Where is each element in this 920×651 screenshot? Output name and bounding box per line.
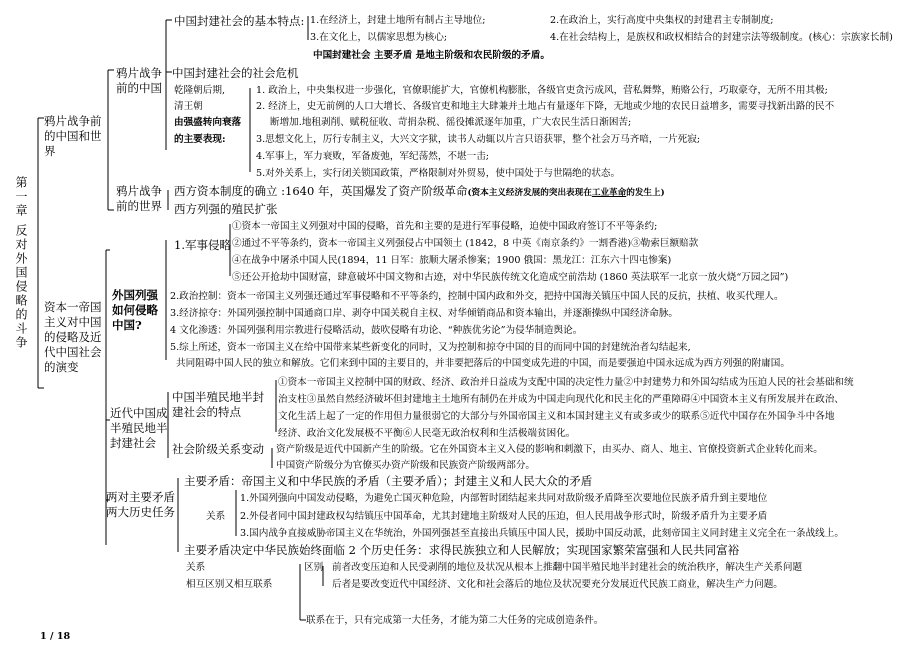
world-capitalism-note-c: 的发生上)	[626, 188, 665, 198]
military-item-3: ④在战争中屠杀中国人民(1894，11 日军：旅顺大屠杀惨案；1900 俄国：黑龙江：江东六十四屯惨案)	[232, 255, 672, 266]
crisis-left-4: 的主要表现:	[174, 134, 226, 145]
invasion-summary-2: 共同阻碍中国人民的独立和解放。它们来到中国的主要目的，并非要把落后的中国变成先进的中国，而是要强迫中国永远成为西方列强的附庸国。	[176, 358, 790, 369]
tasks-main-contradiction: 主要矛盾：帝国主义和中华民族的矛盾（主要矛盾）；封建主义和人民大众的矛盾	[184, 474, 593, 488]
features-line-4: 经济、政治文化发展极不平衡⑥人民毫无政治权利和生活极端贫困化。	[278, 428, 576, 439]
crisis-left-1: 乾隆朝后期,	[174, 85, 226, 96]
node-two-tasks: 两对主要矛盾两大历史任务	[106, 490, 175, 519]
tasks-historic-line: 主要矛盾决定中华民族始终面临 2 个历史任务：求得民族独立和人民解放；实现国家繁荣富强和人民共同富裕	[184, 543, 740, 557]
tasks-relation-label: 关系	[206, 511, 226, 522]
features-line-2: 治支柱③虽然自然经济破坏但封建地主土地所有制仍在并成为中国走向现代化和民主化的严重障碍④中国资本主义有所发展并在政治、	[278, 394, 845, 405]
features-line-3: 文化生活上起了一定的作用但力量很弱它的大部分与外国帝国主义和本国封建主义有或多或少的联系⑤近代中国存在外国争斗中各地	[278, 411, 835, 422]
tasks-bottom-relation: 关系	[186, 562, 206, 573]
world-capitalism-text: 西方资本制度的确立 :1640 年，英国爆发了资产阶级革命	[174, 184, 468, 198]
features-line-1: ①资本一帝国主义控制中国的财政、经济、政治并日益成为支配中国的决定性力量②中封建势力和外国勾结成为压迫人民的社会基础和统	[278, 377, 854, 388]
crisis-item-1: 1. 政治上，中央集权进一步强化，官僚职能扩大，官僚机构膨胀，各级官吏贪污成风，营私舞弊，贿赂公行，巧取豪夺，无所不用其极;	[256, 85, 828, 96]
feudal-title: 中国封建社会的基本特点:	[174, 14, 305, 28]
node-semi-colonial: 资本一帝国主义对中国的侵略及近代中国社会的演变	[44, 300, 102, 374]
feudal-item-1: 1.在经济上，封建土地所有制占主导地位;	[310, 15, 486, 26]
feudal-contradiction: 中国封建社会 主要矛盾 是地主阶级和农民阶级的矛盾。	[313, 50, 550, 61]
military-item-1: ①资本一帝国主义列强对中国的侵略，首先和主要的是进行军事侵略，迫使中国政府签订不平等条约;	[232, 221, 658, 232]
tasks-relation-3: 3.国内战争直接威胁帝国主义在华统治，外国列强甚至直接出兵镇压中国人民，援助中国反动派，此刻帝国主义同封建主义完全在一条战线上。	[240, 528, 844, 539]
world-capitalism-note-b: 工业革命	[591, 188, 627, 198]
feudal-item-4: 4.在社会结构上，是族权和政权相结合的封建宗法等级制度。(核心：宗族家长制)	[550, 32, 893, 43]
world-capitalism	[174, 184, 665, 201]
node-society-features: 近代中国成半殖民地半封建社会	[110, 406, 168, 450]
tasks-difference-label: 区别	[304, 562, 324, 573]
military-item-2: ②通过不平等条约，资本一帝国主义列强侵占中国领土 (1842，8 中英《南京条约》一割香港)③勒索巨额赔款	[232, 238, 699, 249]
invasion-political: 2.政治控制：资本一帝国主义列强还通过军事侵略和不平等条约，控制中国内政和外交，把持中国海关镇压中国人民的反抗，扶植、收买代理人。	[170, 291, 784, 302]
classes-line-2: 中国资产阶级分为官僚买办资产阶级和民族资产阶级两部分。	[276, 460, 536, 471]
feudal-item-2: 2.在政治上，实行高度中央集权的封建君主专制制度;	[550, 15, 774, 26]
classes-line-1: 资产阶级是近代中国新产生的阶级。它在外国资本主义入侵的影响和刺激下，由买办、商人、地主、官僚投资新式企业转化而来。	[276, 444, 823, 455]
node-class-changes: 社会阶级关系变动	[172, 442, 264, 456]
tasks-difference-2: 后者是要改变近代中国经济、文化和社会落后的地位及状况要充分发展近代民族工商业，解决生产力问题。	[332, 579, 783, 590]
node-world-before-war: 鸦片战争前的世界	[116, 184, 162, 213]
tasks-relation-1: 1.外国列强向中国发动侵略，为避免亡国灭种危险，内部暂时团结起来共同对敌阶级矛盾降至次要地位民族矛盾升到主要地位	[240, 493, 768, 504]
invasion-summary-1: 5.综上所述，资本一帝国主义在给中国带来某些新变化的同时，又为控制和掠夺中国的目的而同中国的封建统治者勾结起来,	[170, 342, 691, 353]
invasion-economic: 3.经济掠夺：外国列强控制中国通商口岸、剥夺中国关税自主权、对华倾销商品和资本输出，并逐渐操纵中国经济命脉。	[170, 308, 679, 319]
tasks-connection: 联系在于，只有完成第一大任务，才能为第二大任务的完成创造条件。	[306, 615, 604, 626]
crisis-item-4: 4.军事上，军力衰败，军备废弛，军纪荡然，不堪一击;	[256, 151, 490, 162]
invasion-military-label: 1.军事侵略	[174, 238, 231, 252]
tasks-relation-2: 2.外侵者同中国封建政权勾结镇压中国革命，尤其封建地主阶级对人民的压迫，但人民用战争形式时，阶级矛盾升为主要矛盾	[240, 511, 768, 522]
feudal-item-3: 3.在文化上，以儒家思想为核心;	[310, 32, 448, 43]
crisis-item-3: 3.思想文化上，厉行专制主义，大兴文字狱，读书人动辄以片言只语获罪，整个社会万马齐喑，一片死寂;	[256, 134, 701, 145]
military-item-4: ⑤还公开抢劫中国财富，肆意破坏中国文物和古迹，对中华民族传统文化造成空前浩劫 (1860 英法联军一北京一放火烧“万园之园”)	[232, 272, 789, 283]
crisis-left-3: 由强盛转向衰落	[174, 117, 242, 128]
crisis-item-2: 2. 经济上，史无前例的人口大增长、各级官吏和地主大肆兼并土地占有量逐年下降，无地或少地的农民日益增多，需要寻找新出路的民不	[256, 101, 835, 112]
world-capitalism-note-a: (资本主义经济发展的突出表现在	[467, 188, 592, 198]
crisis-item-5: 5.对外关系上，实行闭关锁国政策，严格限制对外贸易，使中国处于与世隔绝的状态。	[256, 168, 621, 179]
crisis-title: 中国封建社会的社会危机	[172, 66, 299, 80]
node-china-before-war: 鸦片战争前的中国	[116, 66, 162, 95]
node-semi-feudal-features: 中国半殖民地半封建社会的特点	[172, 390, 264, 419]
tasks-difference-1: 前者改变压迫和人民受剥削的地位及状况从根本上推翻中国半殖民地半封建社会的统治秩序，解决生产关系问题	[332, 562, 803, 573]
world-colonial: 西方列强的殖民扩张	[174, 202, 278, 216]
crisis-item-2b: 断增加.地租剥削、赋税征收、苛捐杂税、徭役摊派逐年加重，广大农民生活日渐困苦;	[270, 117, 632, 128]
crisis-left-2: 清王朝	[174, 101, 203, 112]
page-number: 1 / 18	[40, 631, 71, 642]
chapter-title: 第一章 反对外国侵略的斗争	[14, 176, 28, 350]
tasks-mutual: 相互区别又相互联系	[186, 579, 273, 590]
node-invasion-how: 外国列强如何侵略中国?	[112, 288, 158, 332]
invasion-cultural: 4 文化渗透：外国列强利用宗教进行侵略活动，鼓吹侵略有功论、“种族优劣论”为侵华制造舆论。	[170, 325, 583, 336]
node-pre-war-china: 鸦片战争前的中国和世界	[44, 114, 102, 158]
